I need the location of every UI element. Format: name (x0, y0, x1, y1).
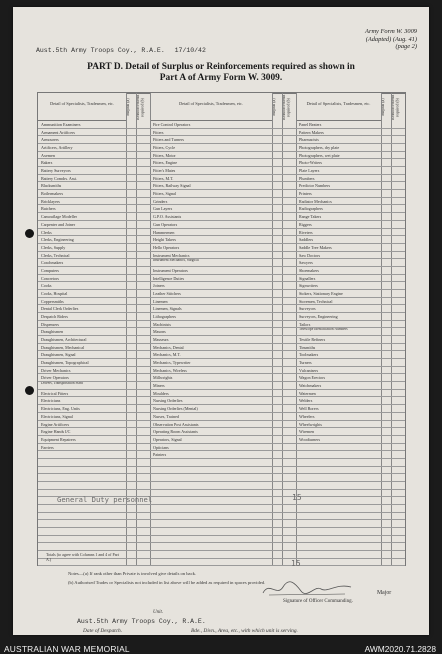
trade-label: Photographers, wet plate (299, 152, 340, 158)
table-row (38, 482, 405, 490)
note-b: (b) Authorised Trades or Specialists not included in list above will be added as required in spaces provided. (68, 579, 266, 585)
trade-label: Electrical Fitters (41, 390, 69, 396)
trade-label: Watermen (299, 390, 316, 396)
trade-label: Machinists (153, 321, 171, 327)
trade-label: Pattern Makers (299, 129, 324, 135)
trade-label: Equipment Repairers (41, 436, 76, 442)
specialists-table (37, 92, 406, 566)
part-d-title (13, 62, 429, 83)
trade-label: Pharmacists (299, 137, 319, 143)
col1-surplus-header: Surplus (a) (126, 93, 136, 121)
col2-header: Detail of Specialists, Tradesmen, etc. (150, 93, 272, 121)
trade-label: Coppersmiths (41, 298, 64, 304)
trade-label: Despatch Riders (41, 314, 68, 319)
top-typed-line (36, 47, 212, 54)
handwritten-total: 15 (291, 559, 301, 568)
trade-label: Cooks (41, 283, 52, 289)
caption-accession: AWM2020.71.2828 (364, 644, 436, 654)
handwritten-entry: General Duty personnel (57, 495, 153, 504)
trade-label: Bricklayers (41, 198, 60, 204)
trade-label: Miners (153, 383, 165, 389)
trade-label: Masons (153, 329, 166, 335)
trade-label: Electricians, Signal (41, 413, 73, 419)
trade-label: Wheelers (299, 413, 315, 419)
table-row (38, 467, 405, 475)
table-row (38, 459, 405, 467)
trade-label: Instrument Mechanics, Surgical (153, 259, 199, 263)
trade-label: Linemen (153, 298, 168, 304)
trade-label: Millwrights (153, 375, 173, 381)
note-a: Notes—(a) If rank other than Private is involved give details on back. (68, 571, 197, 576)
trade-label: Gun Operators (153, 221, 178, 227)
trade-label: Grinders (153, 198, 168, 204)
table-row (38, 513, 405, 521)
form-reference (365, 28, 417, 51)
table-row (38, 536, 405, 544)
unit-label: Unit. (153, 610, 164, 615)
trade-label: Fitters, Motor (153, 152, 176, 158)
top-unit: Aust.5th Army Troops Coy., R.A.E. (36, 47, 165, 54)
table-row (38, 474, 405, 482)
trade-label: Wagon Erectors (299, 375, 326, 381)
trade-label: Masseurs (153, 337, 169, 343)
trade-label: Saw Doctors (299, 252, 321, 258)
trade-label: Photo-Writers (299, 160, 323, 166)
form-sheet (13, 7, 429, 635)
trade-label: Draughtsmen, Topographical (41, 360, 89, 366)
trade-label: Tailors (299, 321, 311, 327)
trade-label: Clerks, Engineering (41, 237, 74, 243)
trade-label: Turners (299, 360, 312, 366)
trade-label: Bakers (41, 160, 53, 166)
trade-label: Mechanics, M.T. (153, 352, 181, 358)
trade-label: Photographers, dry plate (299, 145, 340, 151)
trade-label: Radiographers (299, 206, 323, 212)
trade-label: Fitters, Signal (153, 191, 176, 197)
trade-label: Vulcanisers (299, 367, 319, 373)
trade-label: Surveyors (299, 306, 316, 312)
trade-label: Well Borers (299, 406, 319, 412)
rank-label: Major (377, 590, 392, 596)
form-ref-line-1: Army Form W. 3009 (365, 28, 417, 35)
trade-label: Camouflage Modeller (41, 214, 78, 220)
signature-label: Signature of Officer Commanding. (283, 599, 353, 604)
title-line-2: Part A of Army Form W. 3009. (159, 72, 283, 83)
trade-label: Painters (153, 452, 167, 458)
trade-label: Panel Beaters (299, 122, 322, 127)
trade-label: Artificers, Artillery (41, 145, 73, 151)
trade-label: Telescope Identification Numbers (299, 328, 348, 332)
trade-label: Dispensers (41, 321, 59, 327)
trade-label: Predictor Numbers (299, 183, 331, 189)
trade-label: Engine Hands I/C (41, 429, 71, 435)
trade-label: Clerks (41, 229, 52, 235)
trade-label: Saddle Tree Makers (299, 244, 332, 250)
trade-label: Woodturners (299, 436, 321, 442)
trade-label: Mechanics, Wireless (153, 367, 187, 373)
trade-label: Operators, Signal (153, 436, 182, 442)
trade-label: Fitters, Cycle (153, 145, 176, 151)
trade-label: Radiator Mechanics (299, 198, 332, 204)
trade-label: Carpenter and Joiner (41, 221, 76, 227)
trade-label: Riveters (299, 229, 313, 235)
trade-label: Drivers, Transportation Plant (41, 382, 83, 386)
trade-label: Electricians (41, 398, 61, 404)
trade-label: Saddlers (299, 237, 314, 243)
trade-label: Operating Room Assistants (153, 429, 198, 435)
trade-label: Concretors (41, 275, 59, 281)
col1-header: Detail of Specialists, Tradesmen, etc. (38, 93, 126, 121)
trade-label: Wiremen (299, 429, 315, 435)
trade-label: Nurses, Trained (153, 413, 179, 419)
bde-label: Bde., Divn., Area, etc., with which unit is serving. (191, 628, 298, 634)
trade-label: Watchmakers (299, 383, 322, 389)
col3-reinf-header: Reinforcements required (b) (391, 93, 405, 121)
trade-label: Leather Stitchers (153, 290, 181, 296)
trade-label: Fitter's Mates (153, 168, 176, 174)
signature-scrawl (259, 579, 355, 599)
date-of-despatch-label: Date of Despatch. (83, 628, 123, 634)
trade-label: Sawyers (299, 260, 313, 266)
trade-label: Clerks, Supply (41, 244, 66, 250)
col1-reinf-header: Reinforcements required (b) (136, 93, 150, 121)
title-line-1: PART D. Detail of Surplus or Reinforcements required as shown in (87, 62, 355, 72)
trade-label: Toolmakers (299, 352, 319, 358)
trade-label: Fitters, Engine (153, 160, 178, 166)
trade-label: Draughtsmen (41, 329, 64, 335)
trade-label: Welders (299, 398, 313, 404)
form-ref-line-3: (page 2) (395, 43, 417, 51)
col2-reinf-header: Reinforcements required (b) (282, 93, 296, 121)
trade-label: Range Takers (299, 214, 322, 220)
trade-label: Boilermakers (41, 191, 64, 197)
trade-label: Instrument Operators (153, 267, 188, 273)
trade-label: Battery Surveyors (41, 168, 71, 174)
trade-label: Engine Artificers (41, 421, 70, 427)
col3-header: Detail of Specialists, Tradesmen, etc. (296, 93, 381, 121)
trade-label: Mechanics, Typewriter (153, 360, 191, 366)
trade-label: Wheelwrights (299, 421, 322, 427)
trade-label: Instrument Mechanics (153, 252, 190, 258)
table-row (38, 520, 405, 528)
trade-label: Tinsmiths (299, 344, 316, 350)
trade-label: Battery Comdrs. Asst. (41, 175, 78, 181)
notes-block (68, 570, 265, 587)
trade-label: Signwriters (299, 283, 318, 289)
trade-label: Storemen, Technical (299, 298, 333, 304)
trade-label: Nursing Orderlies (Mental) (153, 406, 198, 412)
punch-hole (25, 229, 34, 238)
trade-label: Hammermen (153, 229, 175, 235)
trade-label: Armament Artificers (41, 129, 75, 135)
trade-label: Electricians, Eng. Units (41, 406, 80, 412)
trade-label: Height Takers (153, 237, 176, 243)
trade-label: Lithographers (153, 314, 176, 319)
form-ref-line-2: (Adapted) (Aug. 41) (365, 35, 417, 43)
trade-label: Fitters, Railway Signal (153, 183, 191, 189)
trade-label: Draughtsmen, Signal (41, 352, 76, 358)
trade-label: Hello Operators (153, 244, 180, 250)
handwritten-count: 15 (292, 493, 302, 502)
trade-label: Ammunition Examiners (41, 122, 81, 127)
trade-label: Axemen (41, 152, 55, 158)
trade-label: Moulders (153, 390, 169, 396)
trade-label: Driver Operators (41, 375, 69, 381)
trade-label: Plumbers (299, 175, 315, 181)
trade-label: Armourers (41, 137, 59, 143)
trade-label: Clerks, Technical (41, 252, 70, 258)
trade-label: Fitters, M.T. (153, 175, 174, 181)
trade-label: Fitters (153, 129, 164, 135)
table-row (38, 528, 405, 536)
trade-label: Driver Mechanics (41, 367, 71, 373)
trade-label: Joiners (153, 283, 165, 289)
table-row (38, 543, 405, 551)
trade-label: Linemen, Signals (153, 306, 182, 312)
trade-label: Riggers (299, 221, 312, 227)
trade-label: Plate Layers (299, 168, 320, 174)
col2-surplus-header: Surplus (a) (272, 93, 282, 121)
table-row (38, 505, 405, 513)
trade-label: Dental Clerk Orderlies (41, 306, 79, 312)
trade-label: Blacksmiths (41, 183, 62, 189)
col3-surplus-header: Surplus (a) (381, 93, 391, 121)
trade-label: Observation Post Assistants (153, 421, 199, 427)
unit-value: Aust.5th Army Troops Coy., R.A.E. (77, 618, 206, 625)
trade-label: Draughtsmen, Architectural (41, 337, 87, 343)
trade-label: Fire Control Operators (153, 122, 191, 127)
trade-label: Cooks, Hospital (41, 290, 68, 296)
trade-label: Coachmakers (41, 260, 64, 266)
trade-label: Farriers (41, 444, 54, 450)
trade-label: Nursing Orderlies (153, 398, 183, 404)
trade-label: Stokers, Stationary Engine (299, 290, 343, 296)
trade-label: Butchers (41, 206, 56, 212)
trade-label: Computers (41, 267, 59, 273)
caption-institution: AUSTRALIAN WAR MEMORIAL (4, 644, 130, 654)
trade-label: Mechanics, Dental (153, 344, 184, 350)
trade-label: Intelligence Duties (153, 275, 185, 281)
totals-label: Totals (to agree with Columns 1 and 4 of Part A.) (46, 552, 119, 562)
trade-label: Opticians (153, 444, 169, 450)
trade-label: Fitters and Turners (153, 137, 184, 143)
trade-label: G.P.O. Assistants (153, 214, 182, 220)
trade-label: Signallers (299, 275, 316, 281)
trade-label: Gun Layers (153, 206, 173, 212)
punch-hole (25, 386, 34, 395)
trade-label: Textile Refiners (299, 337, 326, 343)
trade-label: Draughtsmen, Mechanical (41, 344, 85, 350)
top-date: 17/10/42 (174, 47, 206, 54)
trade-label: Printers (299, 191, 312, 197)
trade-label: Shoemakers (299, 267, 320, 273)
trade-label: Surveyors, Engineering (299, 314, 338, 319)
